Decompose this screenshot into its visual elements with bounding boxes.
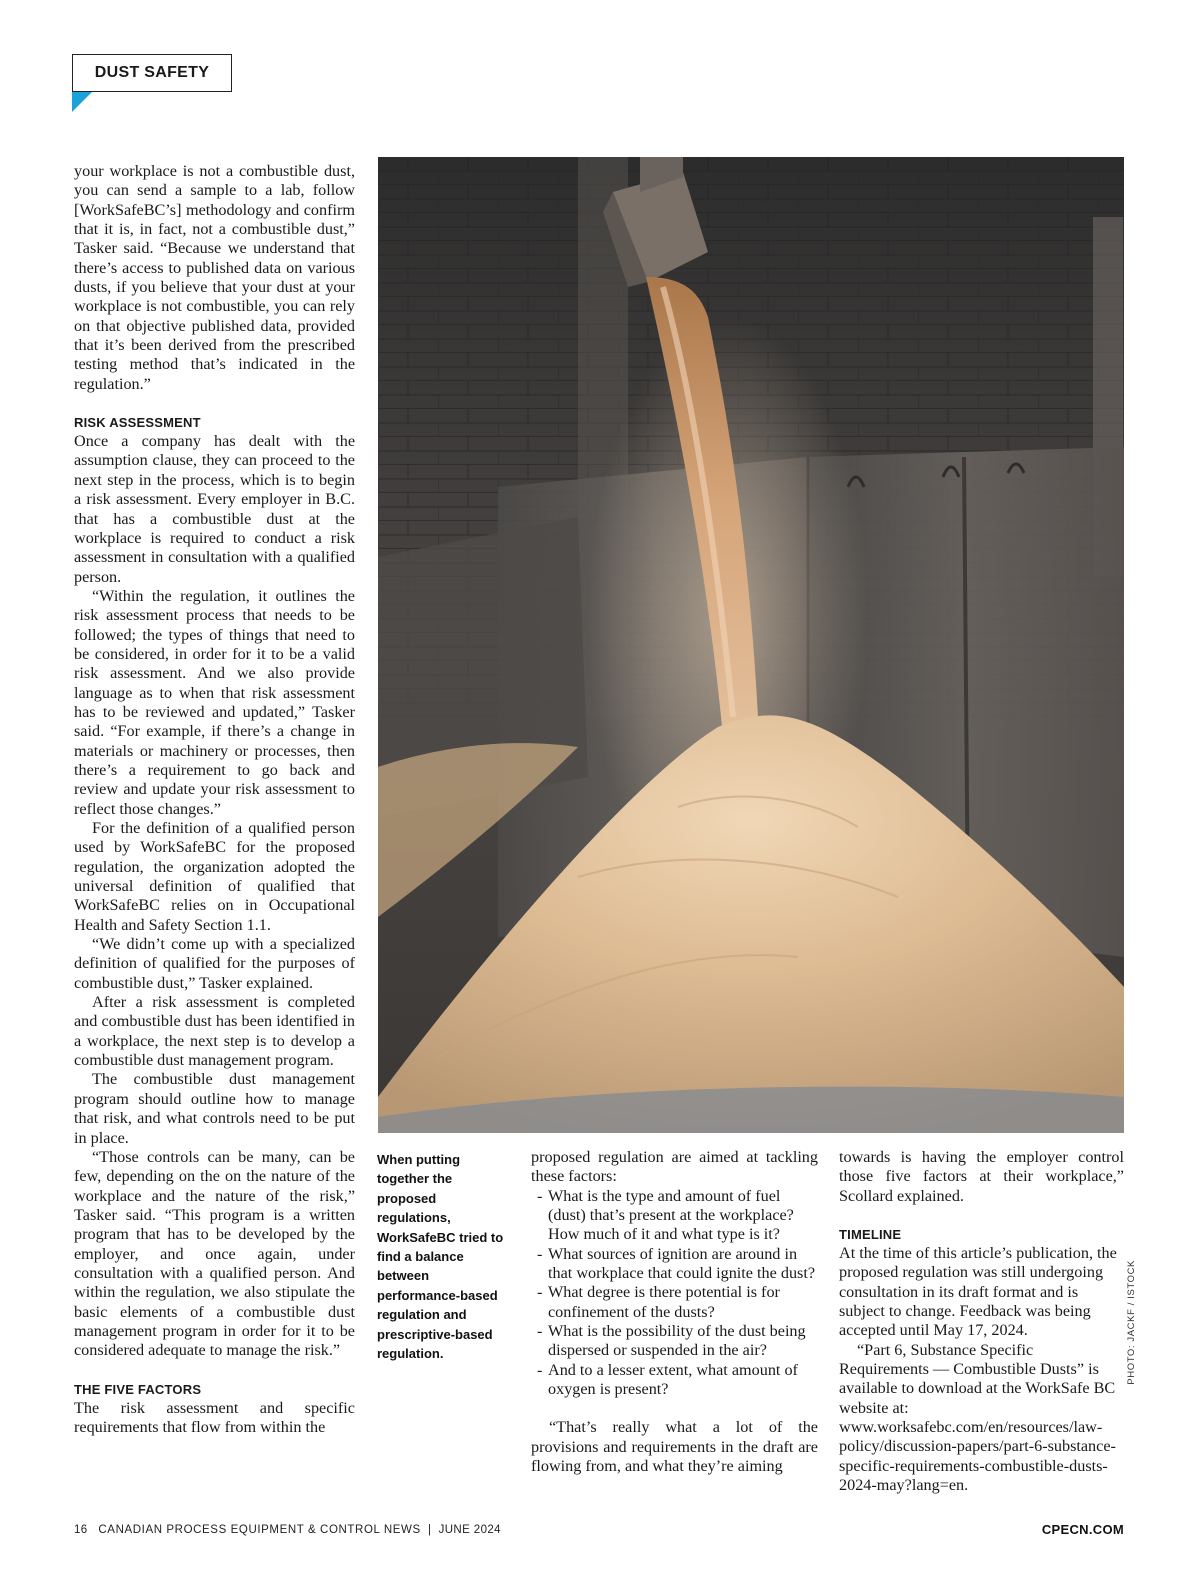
list-item: - What is the type and amount of fuel (dust) that’s present at the workplace? How much of it and what type is it? <box>531 1187 818 1245</box>
section-tag-corner-accent <box>72 92 92 112</box>
paragraph: “Part 6, Substance Specific Requirements — Combustible Dusts” is available to download at the WorkSafe BC website at: www.worksafebc.com/en/resources/law-policy/discussion-papers/part-6-substance-specific-requirements-combustible-dusts-2024-may?lang=en. <box>839 1340 1116 1495</box>
publication-name: CANADIAN PROCESS EQUIPMENT & CONTROL NEWS <box>98 1524 421 1536</box>
paragraph: At the time of this article’s publication, the proposed regulation was still undergoing consultation in its draft format and is subject to change. Feedback was being accepted until May 17, 2024. <box>839 1244 1117 1340</box>
footer-separator: | <box>427 1524 432 1536</box>
paragraph: “Within the regulation, it outlines the risk assessment process that needs to be followed; the types of things that need to be considered, in order for it to be a valid risk assessment. And we also provide language as to when that risk assessment has to be reviewed and updated,” Tasker said. “For example, if there’s a change in materials or machinery or processes, then there’s a requirement to go back and review and update your risk assessment to reflect those changes.” <box>74 586 355 818</box>
paragraph: “We didn’t come up with a specialized definition of qualified for the purposes of combustible dust,” Tasker explained. <box>74 935 355 992</box>
factors-list <box>531 1187 818 1400</box>
article-column-3 <box>839 1148 1124 1496</box>
photo-credit: PHOTO: JACKF / ISTOCK <box>1126 1260 1137 1385</box>
subheading-risk-assessment: RISK ASSESSMENT <box>74 415 201 431</box>
photo-caption: When putting together the proposed regulations, WorkSafeBC tried to find a balance between performance-based regulation and prescriptive-based regulation. <box>377 1152 504 1362</box>
list-item: - What is the possibility of the dust being dispersed or suspended in the air? <box>531 1322 818 1361</box>
paragraph: proposed regulation are aimed at tackling these factors: <box>531 1148 818 1186</box>
issue-date: JUNE 2024 <box>438 1524 501 1536</box>
paragraph: After a risk assessment is completed and combustible dust has been identified in a workplace, the next step is to develop a combustible dust management program. <box>74 993 355 1070</box>
paragraph: towards is having the employer control those five factors at their workplace,” Scollard explained. <box>839 1148 1124 1205</box>
list-item: - What sources of ignition are around in that workplace that could ignite the dust? <box>531 1245 818 1284</box>
subheading-timeline: TIMELINE <box>839 1227 902 1243</box>
paragraph: “Those controls can be many, can be few, depending on the on the nature of the workplace and the nature of the risk,” Tasker said. “This program is a written program that has to be developed by the employer, and once again, under consultation with a qualified person. And within the regulation, we also stipulate the basic elements of a combustible dust management program in order for it to be considered adequate to manage the risk.” <box>74 1147 355 1360</box>
paragraph: your workplace is not a combustible dust, you can send a sample to a lab, follow [WorkSafeBC’s] methodology and confirm that it is, in fact, not a combustible dust,” Tasker said. “Because we understand that there’s access to published data on various dusts, if you believe that your dust at your workplace is not combustible, you can rely on that objective published data, provided that it’s been derived from the prescribed testing method that’s indicated in the regulation.” <box>74 162 355 393</box>
subheading-five-factors: THE FIVE FACTORS <box>74 1381 202 1397</box>
paragraph: The risk assessment and specific requirements that flow from within the <box>74 1398 355 1436</box>
footer-website: CPECN.COM <box>1041 1522 1124 1537</box>
footer-folio <box>74 1524 501 1536</box>
list-item: - And to a lesser extent, what amount of oxygen is present? <box>531 1361 818 1400</box>
grain-pile-photo <box>378 157 1124 1133</box>
paragraph: Once a company has dealt with the assumption clause, they can proceed to the next step in the process, which is to begin a risk assessment. Every employer in B.C. that has a combustible dust at the workplace is required to conduct a risk assessment in consultation with a qualified person. <box>74 432 355 586</box>
paragraph: “That’s really what a lot of the provisions and requirements in the draft are flowing from, and what they’re aiming <box>531 1418 818 1476</box>
section-tag <box>72 54 232 92</box>
paragraph: For the definition of a qualified person used by WorkSafeBC for the proposed regulation, the organization adopted the universal definition of qualified that WorkSafeBC relies on in Occupational Health and Safety Section 1.1. <box>74 819 355 934</box>
paragraph: The combustible dust management program should outline how to manage that risk, and what controls need to be put in place. <box>74 1070 355 1147</box>
article-column-1 <box>74 162 355 1437</box>
list-item: - What degree is there potential is for confinement of the dusts? <box>531 1283 818 1322</box>
article-column-2 <box>531 1148 818 1477</box>
page-number: 16 <box>74 1524 88 1536</box>
section-tag-label: DUST SAFETY <box>94 64 210 81</box>
